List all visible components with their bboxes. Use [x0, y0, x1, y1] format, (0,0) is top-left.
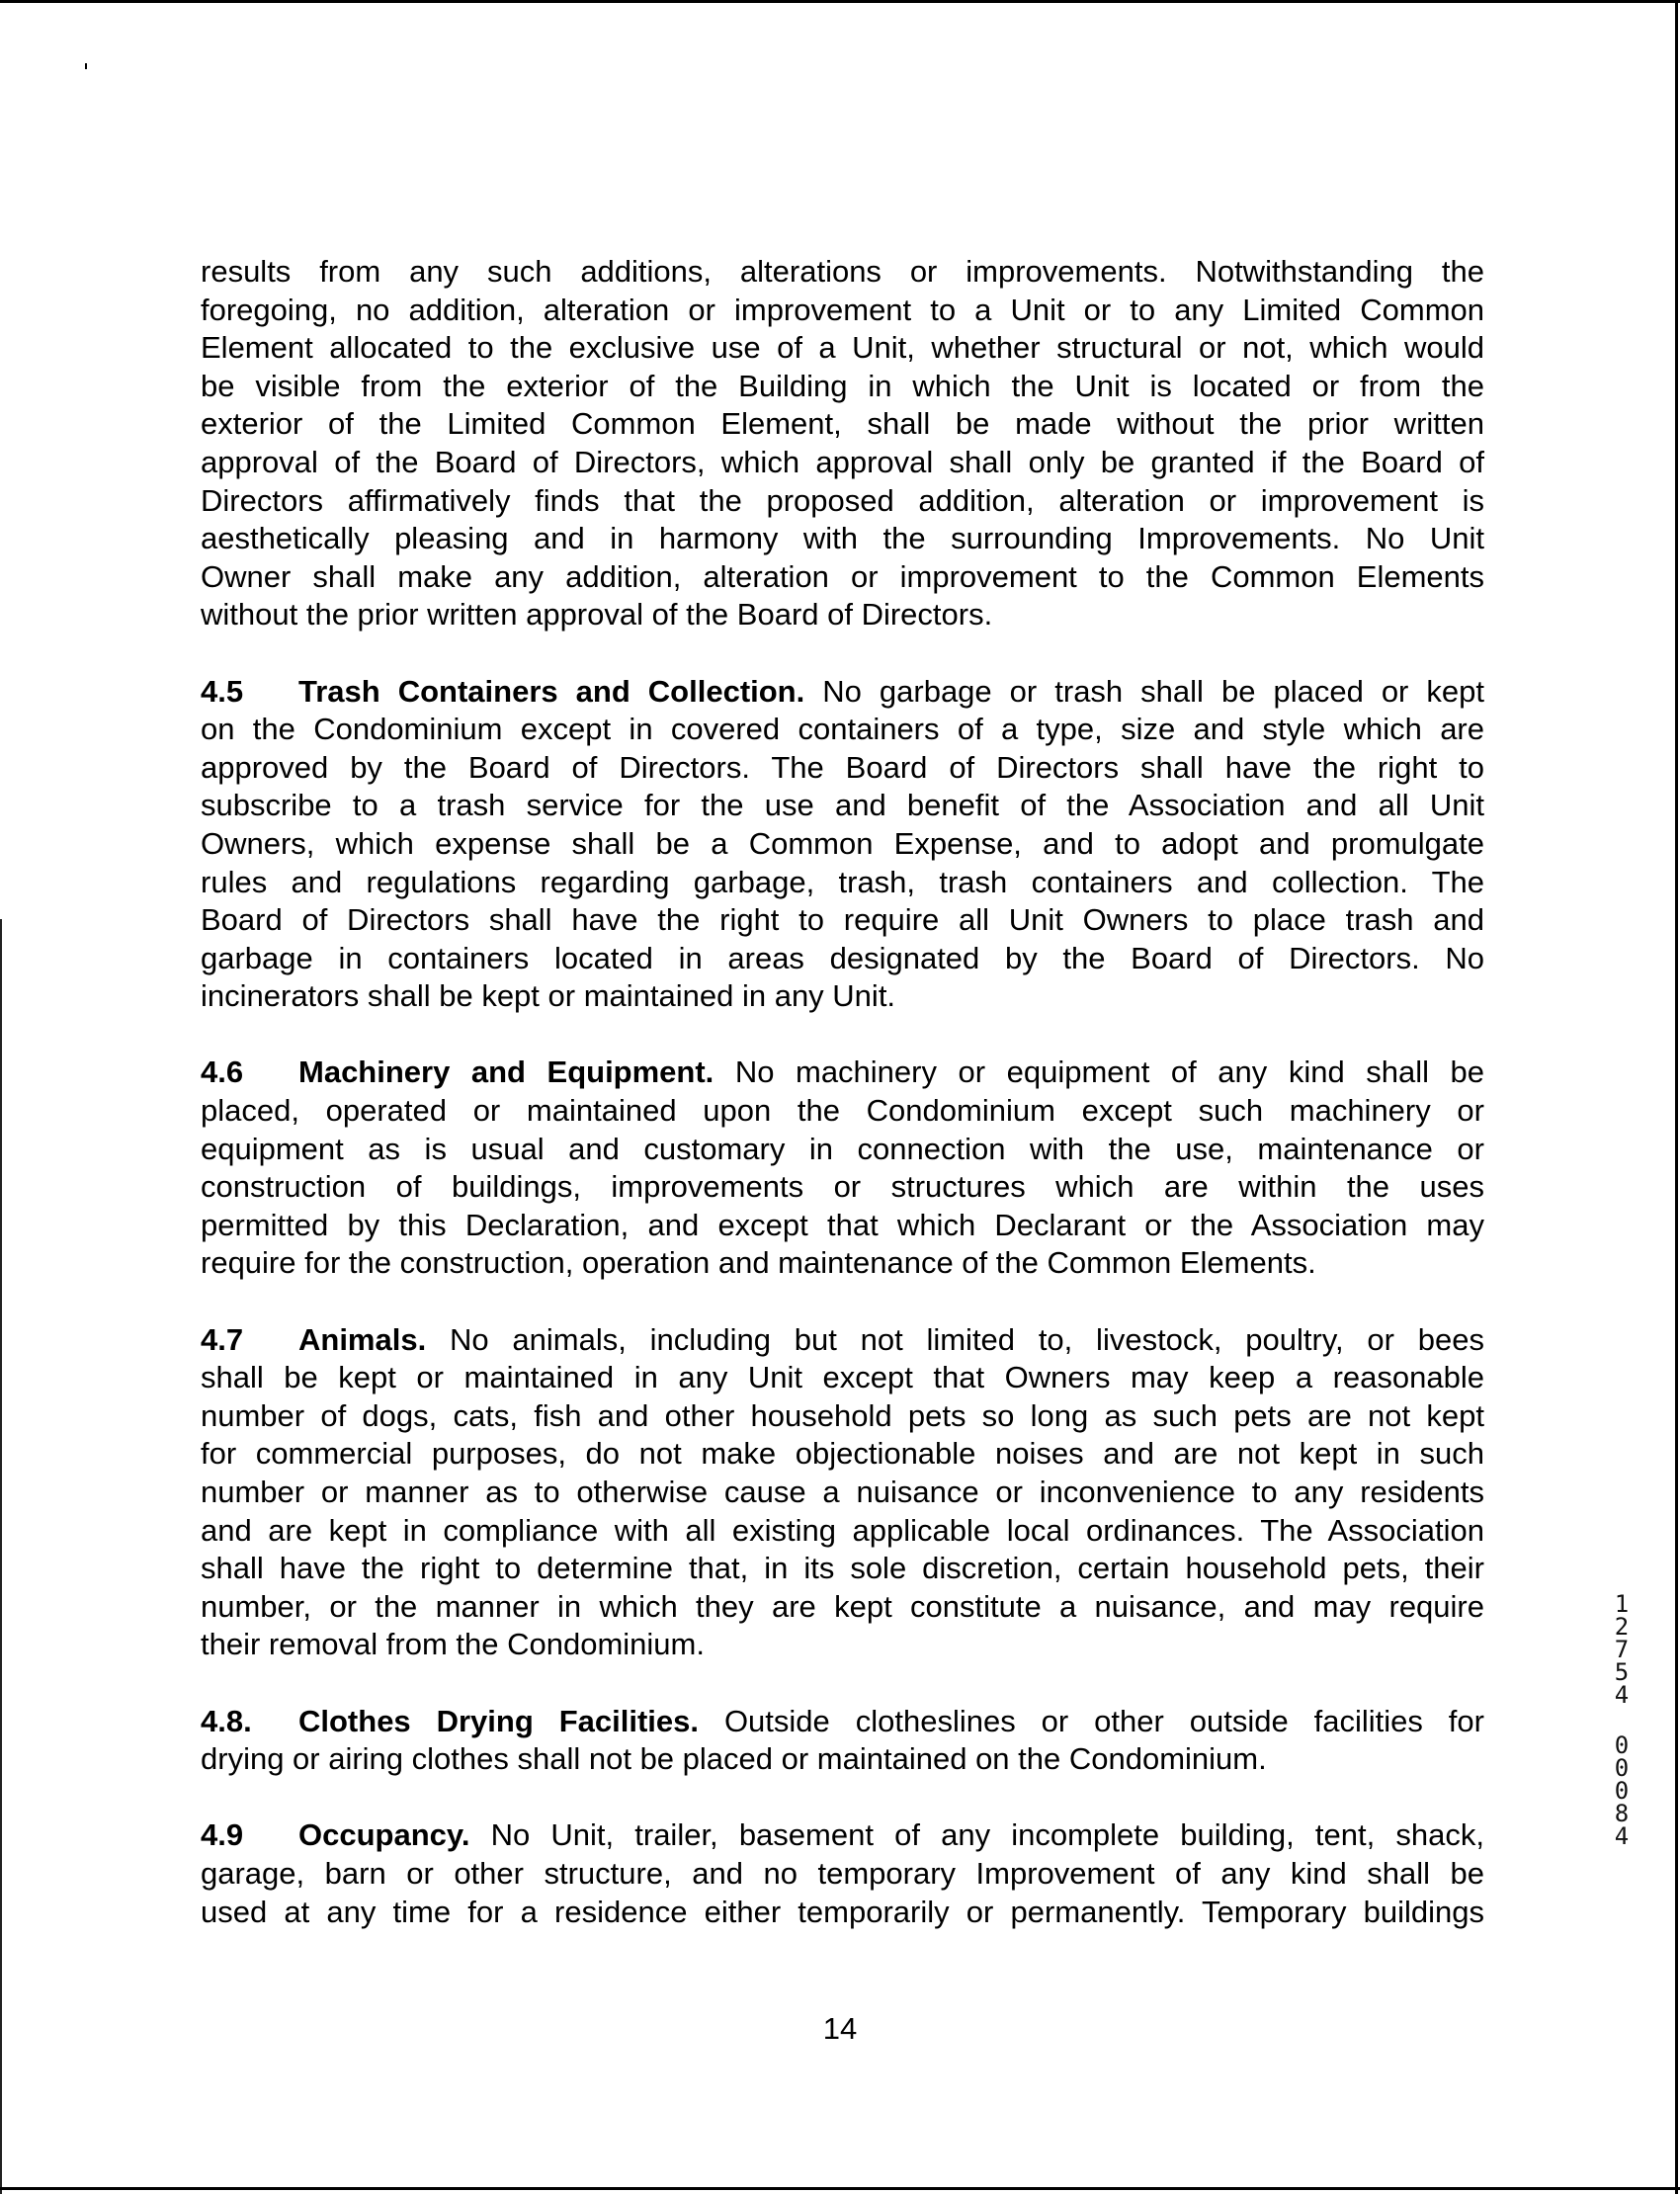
- line-text: rules and regulations regarding garbage, trash, trash containers and collection. The: [201, 864, 1484, 899]
- line-text: be visible from the exterior of the Building in which the Unit is located or from the: [201, 368, 1484, 403]
- section-number: 4.9: [201, 1817, 244, 1853]
- line-text: construction of buildings, improvements or structures which are within the uses: [201, 1169, 1484, 1205]
- text-line: [201, 1321, 1484, 1360]
- text-line: [201, 1626, 1484, 1664]
- text-line: [201, 1207, 1484, 1245]
- scan-border-top: [0, 0, 1680, 3]
- line-text: aesthetically pleasing and in harmony with the surrounding Improvements. No Unit: [201, 521, 1484, 556]
- stamp-digit: 0: [1614, 1777, 1630, 1805]
- section-title: Occupancy.: [298, 1817, 470, 1853]
- text-line: [201, 749, 1484, 788]
- line-text: drying or airing clothes shall not be placed or maintained on the Condominium.: [201, 1741, 1267, 1777]
- line-text: exterior of the Limited Common Element, shall be made without the prior written: [201, 406, 1484, 442]
- line-text: equipment as is usual and customary in connection with the use, maintenance or: [201, 1131, 1484, 1166]
- line-text: subscribe to a trash service for the use and benefit of the Association and all Unit: [201, 788, 1484, 823]
- text-line: [201, 864, 1484, 902]
- stamp-page-number: [1607, 1731, 1637, 1850]
- text-line: [201, 482, 1484, 521]
- text-line: [201, 405, 1484, 444]
- text-line: [201, 1054, 1484, 1092]
- line-text: foregoing, no addition, alteration or improvement to a Unit or to any Limited Common: [201, 292, 1484, 327]
- text-line: [201, 1550, 1484, 1588]
- section-title: Machinery and Equipment.: [298, 1055, 714, 1090]
- line-text: No machinery or equipment of any kind shall be: [714, 1055, 1484, 1090]
- section-number: 4.8.: [201, 1703, 252, 1738]
- text-line: [201, 711, 1484, 749]
- section-number: 4.6: [201, 1055, 244, 1090]
- text-line: [201, 940, 1484, 978]
- text-line: [201, 787, 1484, 825]
- text-line: [201, 1740, 1484, 1779]
- line-text: approval of the Board of Directors, which approval shall only be granted if the Board of: [201, 444, 1484, 479]
- text-line: [201, 1855, 1484, 1894]
- stamp-digit: 8: [1614, 1800, 1630, 1827]
- line-text: number, or the manner in which they are kept constitute a nuisance, and may require: [201, 1588, 1484, 1624]
- text-line: [201, 1894, 1484, 1932]
- text-line: [201, 1168, 1484, 1207]
- recording-stamp: [1607, 1590, 1637, 1850]
- document-body: [201, 253, 1484, 1970]
- section-4-6: [201, 1054, 1484, 1283]
- page-number: 14: [822, 2011, 858, 2046]
- text-line: [201, 1244, 1484, 1283]
- line-text: on the Condominium except in covered containers of a type, size and style which are: [201, 712, 1484, 747]
- line-text: No Unit, trailer, basement of any incomplete building, tent, shack,: [469, 1817, 1484, 1853]
- line-text: Directors affirmatively finds that the proposed addition, alteration or improvement is: [201, 482, 1484, 518]
- line-text: Board of Directors shall have the right to require all Unit Owners to place trash and: [201, 902, 1484, 938]
- line-text: and are kept in compliance with all existing applicable local ordinances. The Association: [201, 1512, 1484, 1548]
- section-4-5: [201, 673, 1484, 1016]
- section-4-9: [201, 1816, 1484, 1931]
- scan-speck: [85, 63, 87, 69]
- line-text: Element allocated to the exclusive use of a Unit, whether structural or not, which would: [201, 330, 1484, 366]
- stamp-book-number: [1607, 1590, 1637, 1709]
- text-line: [201, 1474, 1484, 1512]
- stamp-digit: 4: [1614, 1822, 1630, 1850]
- section-title: Trash Containers and Collection.: [298, 673, 805, 709]
- scan-border-bottom: [0, 2187, 1680, 2190]
- text-line: [201, 1588, 1484, 1627]
- section-title: Clothes Drying Facilities.: [298, 1703, 700, 1738]
- line-text: permitted by this Declaration, and except that which Declarant or the Association may: [201, 1207, 1484, 1242]
- line-text: shall be kept or maintained in any Unit except that Owners may keep a reasonable: [201, 1360, 1484, 1395]
- text-line: [201, 1816, 1484, 1855]
- text-line: [201, 1703, 1484, 1741]
- line-text: for commercial purposes, do not make objectionable noises and are not kept in such: [201, 1436, 1484, 1472]
- scan-border-right: [1675, 0, 1678, 2194]
- line-text: placed, operated or maintained upon the Condominium except such machinery or: [201, 1093, 1484, 1129]
- text-line: [201, 901, 1484, 940]
- text-line: [201, 673, 1484, 712]
- stamp-digit: 0: [1614, 1754, 1630, 1782]
- text-line: [201, 1435, 1484, 1474]
- line-text: approved by the Board of Directors. The Board of Directors shall have the right to: [201, 749, 1484, 785]
- text-line: [201, 1359, 1484, 1397]
- line-text: Outside clotheslines or other outside facilities for: [699, 1703, 1484, 1738]
- line-text: garage, barn or other structure, and no temporary Improvement of any kind shall be: [201, 1855, 1484, 1891]
- text-line: [201, 1092, 1484, 1131]
- section-title: Animals.: [298, 1321, 427, 1357]
- text-line: [201, 253, 1484, 292]
- stamp-digit: 7: [1614, 1636, 1630, 1663]
- stamp-digit: 5: [1614, 1658, 1630, 1686]
- line-text: garbage in containers located in areas designated by the Board of Directors. No: [201, 940, 1484, 975]
- line-text: number of dogs, cats, fish and other household pets so long as such pets are not kept: [201, 1397, 1484, 1433]
- stamp-digit: 2: [1614, 1613, 1630, 1641]
- text-line: [201, 1397, 1484, 1436]
- text-line: [201, 1131, 1484, 1169]
- line-text: incinerators shall be kept or maintained in any Unit.: [201, 978, 896, 1014]
- stamp-digit: 1: [1614, 1590, 1630, 1618]
- text-line: [201, 977, 1484, 1016]
- section-4-8: [201, 1703, 1484, 1779]
- line-text: without the prior written approval of the Board of Directors.: [201, 597, 993, 633]
- line-text: require for the construction, operation and maintenance of the Common Elements.: [201, 1245, 1316, 1281]
- text-line: [201, 292, 1484, 330]
- text-line: [201, 520, 1484, 558]
- text-line: [201, 596, 1484, 634]
- stamp-digit: 4: [1614, 1681, 1630, 1709]
- text-line: [201, 1512, 1484, 1551]
- section-number: 4.5: [201, 673, 244, 709]
- line-text: used at any time for a residence either temporarily or permanently. Temporary buildings: [201, 1894, 1484, 1929]
- text-line: [201, 558, 1484, 597]
- line-text: their removal from the Condominium.: [201, 1627, 705, 1662]
- line-text: results from any such additions, alterations or improvements. Notwithstanding the: [201, 254, 1484, 289]
- text-line: [201, 444, 1484, 482]
- line-text: shall have the right to determine that, in its sole discretion, certain household pets, their: [201, 1551, 1484, 1586]
- text-line: [201, 368, 1484, 406]
- scan-border-left: [0, 919, 2, 2194]
- line-text: number or manner as to otherwise cause a nuisance or inconvenience to any residents: [201, 1475, 1484, 1509]
- line-text: Owner shall make any addition, alteration or improvement to the Common Elements: [201, 558, 1484, 594]
- line-text: No animals, including but not limited to, livestock, poultry, or bees: [426, 1321, 1484, 1357]
- line-text: Owners, which expense shall be a Common Expense, and to adopt and promulgate: [201, 825, 1484, 861]
- line-text: No garbage or trash shall be placed or kept: [804, 673, 1484, 709]
- text-line: [201, 329, 1484, 368]
- paragraph-continued: [201, 253, 1484, 634]
- section-number: 4.7: [201, 1321, 244, 1357]
- text-line: [201, 825, 1484, 864]
- stamp-digit: 0: [1614, 1731, 1630, 1759]
- section-4-7: [201, 1321, 1484, 1664]
